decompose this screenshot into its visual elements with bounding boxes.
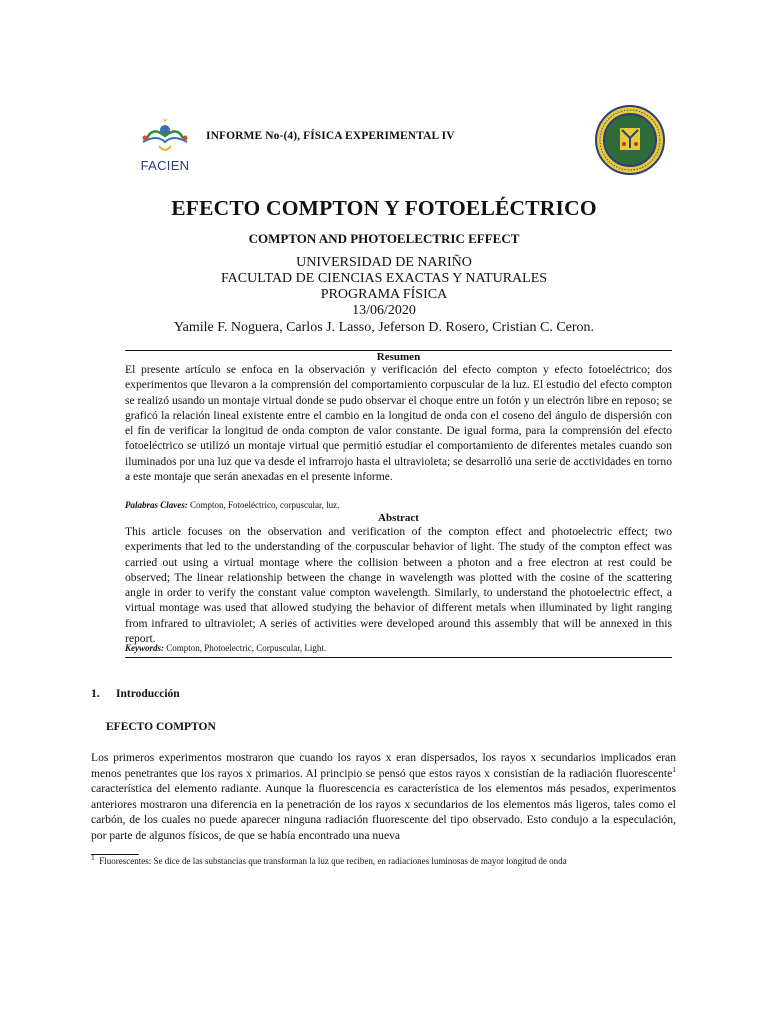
abstract-text: This article focuses on the observation and verification of the compton effect and photoelectric effect; two experiments that led to the understanding of the corpuscular behavior of light. The study of the compton effect was carried out using a virtual montage where the collision between a photon and a free electron at rest could be observed; The linear relationship between the change in wavelength was plotted with the cosine of the scattering angle in order to verify the constant value compton wavelength. Similarly, to understand the photoelectric effect, a virtual montage was used that allowed studying the behavior of different metals when illuminated by light ranging from infrared to ultraviolet; A series of activities were developed around this assembly that will be annexed in this report. (125, 525, 672, 645)
section-number: 1. (91, 688, 100, 700)
university-seal (594, 104, 666, 176)
resumen-text: El presente artículo se enfoca en la observación y verificación del efecto compton y efecto fotoeléctrico; dos experimentos que llevaron a la comprensión del comportamiento corpuscular de la luz. El estudio del efecto compton se realizó usando un montaje virtual donde se pudo observar el choque entre un fotón y un electrón libre en reposo; se graficó la relación lineal existente entre el cambio en la longitud de onda con el coseno del ángulo de dispersión con el fín de verificar la longitud de onda compton de valor constante. De igual forma, para la comprensión del efecto fotoeléctrico se utilizó un montaje virtual que permitió estudiar el comportamiento de diferentes metales cuando son iluminados por una luz que va desde el infrarrojo hasta el ultravioleta; se desarrolló una serie de acctividades en torno a este montaje que serán anexadas en el presente informe. (125, 363, 672, 483)
paper-date: 13/06/2020 (352, 303, 416, 318)
intro-text-before: Los primeros experimentos mostraron que cuando los rayos x eran dispersados, los rayos x secundarios implicados eran menos penetrantes que los rayos x primarios. Al principio se pensó que estos rayos x consistían de la radiación fluorescente (91, 751, 676, 780)
resumen-keywords-value: Compton, Fotoeléctrico, corpuscular, luz. (190, 500, 340, 510)
resumen-keywords-label: Palabras Claves: (125, 500, 188, 510)
facien-logo-text: FACIEN (140, 158, 190, 173)
section-title: Introducción (116, 688, 180, 700)
abstract-keywords (125, 643, 672, 653)
subsection-title: EFECTO COMPTON (106, 721, 216, 733)
university-name: UNIVERSIDAD DE NARIÑO (296, 255, 472, 270)
faculty-name: FACULTAD DE CIENCIAS EXACTAS Y NATURALES (220, 271, 548, 286)
program-name: PROGRAMA FÍSICA (320, 287, 448, 302)
intro-paragraph (91, 750, 676, 843)
footnote-ref[interactable]: 1 (672, 764, 676, 774)
intro-text-after: característica del elemento radiante. Aunque la fluorescencia es característica de los elementos más pesados, experimentos anteriores mostraron una diferencia en la penetración de los rayos x secundarios de los elementos más ligeros, tales como el carbón, de los cuales no puede aparecer ninguna radiación fluorescente del tipo observado. Esto condujo a la especulación, por parte de algunos físicos, de que se había encontrado una nueva (91, 782, 676, 842)
abstract-keywords-label: Keywords: (125, 643, 164, 653)
footnote-rule (91, 854, 139, 855)
abstract-keywords-value: Compton, Photoelectric, Corpuscular, Light. (166, 643, 327, 653)
author-list: Yamile F. Noguera, Carlos J. Lasso, Jeferson D. Rosero, Cristian C. Ceron. (173, 320, 595, 335)
report-label: INFORME No-(4), FÍSICA EXPERIMENTAL IV (206, 130, 455, 142)
paper-subtitle: COMPTON AND PHOTOELECTRIC EFFECT (248, 231, 520, 246)
facien-logo (133, 116, 197, 178)
resumen-heading: Resumen (376, 351, 421, 363)
footnote (91, 853, 691, 866)
footnote-mark: 1 (91, 853, 95, 862)
resumen-keywords (125, 500, 672, 510)
footnote-text: Fluorescentes: Se dice de las substancias que transforman la luz que reciben, en radiaciones luminosas de mayor longitud de onda (99, 856, 567, 866)
abstract-heading: Abstract (378, 512, 419, 524)
abstract-bottom-rule (125, 657, 672, 658)
paper-title: EFECTO COMPTON Y FOTOELÉCTRICO (171, 196, 597, 220)
